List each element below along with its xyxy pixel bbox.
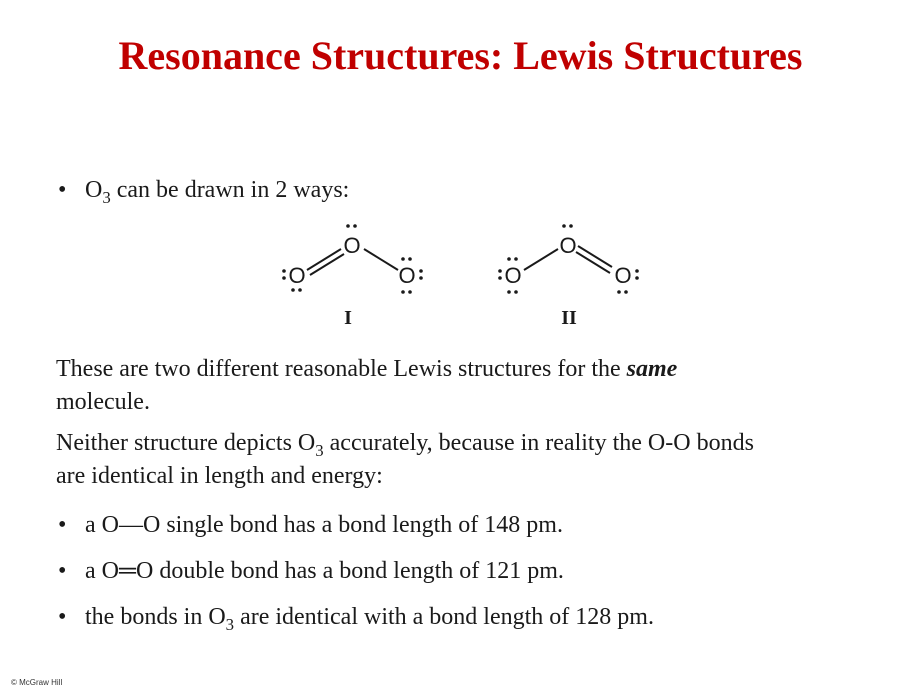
structure-i: [282, 224, 423, 329]
emphasis-same: same: [626, 356, 678, 382]
single-bond-line: [524, 249, 558, 270]
oxygen-atom-left: O: [504, 263, 522, 288]
lewis-structures-diagram: [0, 0, 921, 340]
paragraph-line: These are two different reasonable Lewis structures for the same: [56, 356, 678, 382]
paragraph-line: molecule.: [56, 389, 150, 415]
bullet-text: the bonds in $O_3$ are identical with a bond length of 128 pm.: [85, 604, 654, 634]
paragraph-neither-structure: [56, 427, 754, 493]
oxygen-atom-left: O: [288, 263, 306, 288]
paragraph-line: are identical in length and energy:: [56, 463, 383, 489]
single-bond-line: [364, 249, 398, 270]
bullet-marker: •: [58, 558, 67, 584]
bullet-marker: •: [58, 604, 67, 630]
paragraph-line: Neither structure depicts $O_3$ accurately, because in reality the O-O bonds: [56, 430, 754, 460]
copyright-footer: © McGraw Hill: [11, 678, 63, 687]
structure-ii: [498, 224, 639, 329]
bullet-marker: •: [58, 177, 67, 203]
intro-text: $O_3$ can be drawn in 2 ways:: [85, 177, 350, 207]
bullet-marker: •: [58, 512, 67, 538]
bullet-text: a O═O double bond has a bond length of 121 pm.: [85, 558, 564, 584]
slide-title: Resonance Structures: Lewis Structures: [118, 33, 803, 78]
oxygen-atom-right: O: [614, 263, 632, 288]
oxygen-atom-center: O: [559, 233, 577, 258]
oxygen-atom-center: O: [343, 233, 361, 258]
structure-label-i: I: [344, 307, 352, 329]
bullet-text: a O—O single bond has a bond length of 148 pm.: [85, 512, 563, 538]
structure-label-ii: II: [561, 307, 577, 329]
paragraph-same-molecule: [56, 353, 677, 419]
oxygen-atom-right: O: [398, 263, 416, 288]
